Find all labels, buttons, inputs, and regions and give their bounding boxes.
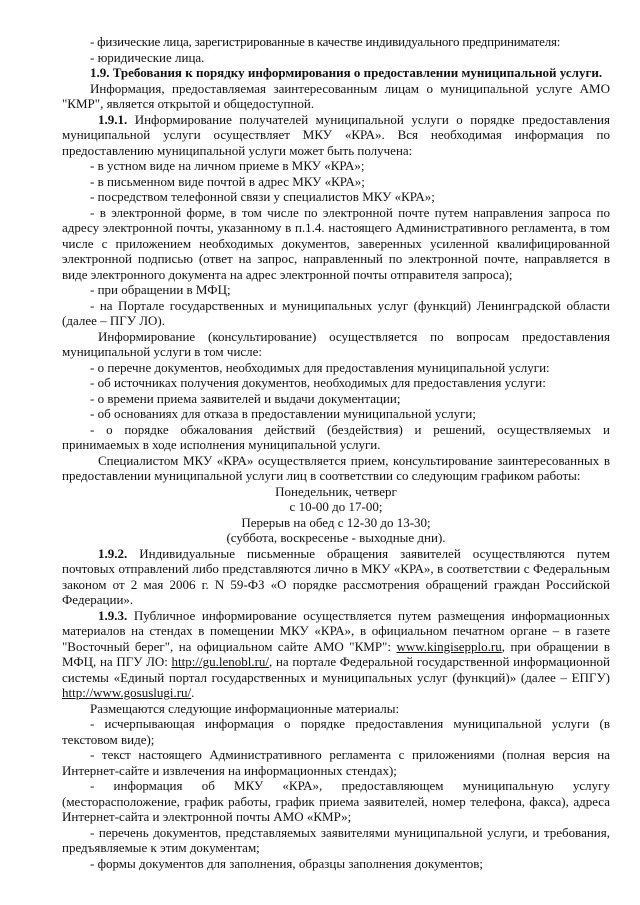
list-item: - о перечне документов, необходимых для предоставления муниципальной услуги: (90, 359, 550, 375)
list-item: - в письменном виде почтой в адрес МКУ «КРА»; (90, 173, 365, 189)
clause-text: , на портале Федеральной государственной информационной системы «Единый портал государственных и муниципальных услуг (функций)» (далее – ЕПГУ) (62, 654, 610, 685)
list-item: - исчерпывающая информация о порядке предоставления муниципальной услуги (в текстовом виде); (62, 716, 610, 747)
paragraph: Размещаются следующие информационные материалы: (90, 700, 400, 716)
schedule-line: Перерыв на обед с 12-30 до 13-30; (241, 514, 431, 530)
list-item: - о порядке обжалования действий (бездействия) и решений, осуществляемых и принимаемых в ходе исполнения муниципальной услуги. (62, 421, 610, 452)
list-item: - посредством телефонной связи у специалистов МКУ «КРА»; (90, 189, 435, 204)
schedule-line: с 10-00 до 17-00; (289, 499, 383, 514)
paragraph: Специалистом МКУ «КРА» осуществляется прием, консультирование заинтересованных в предоставлении муниципальной услуги лиц в соответствии со следующим графиком работы: (62, 452, 610, 483)
list-item: - в электронной форме, в том числе по электронной почте путем направления запроса по адресу электронной почты, указанному в п.1.4. настоящего Административного регламента, в том числе с приложением необходимых документов, заверенных усиленной квалифицированной электронной подписью (ответ на запрос, направленный по электронной почте, направляется в виде электронного документа на адрес электронной почты отправителя запроса); (62, 204, 610, 282)
link-kingisepplo[interactable]: www.kingisepplo.ru (396, 638, 502, 654)
link-gosuslugi[interactable]: http://www.gosuslugi.ru/ (62, 685, 192, 700)
list-item: - текст настоящего Административного регламента с приложениями (полная версия на Интернет-сайте и извлечения на информационных стендах); (62, 747, 610, 778)
paragraph (62, 608, 610, 701)
section-heading: 1.9. Требования к порядку информирования о предоставлении муниципальной услуги. (90, 65, 603, 80)
schedule-line: (суббота, воскресенье - выходные дни). (226, 530, 446, 545)
paragraph: Информирование (консультирование) осуществляется по вопросам предоставления муниципальной услуги в том числе: (62, 328, 610, 359)
list-item: - формы документов для заполнения, образцы заполнения документов; (90, 855, 484, 871)
list-item: - на Портале государственных и муниципальных услуг (функций) Ленинградской области (далее – ПГУ ЛО). (62, 297, 610, 328)
document-page (62, 34, 610, 871)
list-item: - об основаниях для отказа в предоставлении муниципальной услуги; (90, 406, 477, 421)
schedule-line: Понедельник, четверг (275, 483, 397, 499)
text-line: - юридические лица. (90, 49, 205, 65)
clause-text: Информирование получателей муниципальной услуги о порядке предоставления муниципальной услуги осуществляет МКУ «КРА». Вся необходимая информация по предоставлению муниципальной услуги может быть получена: (62, 111, 610, 158)
list-item: - информация об МКУ «КРА», предоставляющем муниципальную услугу (месторасположение, график работы, график приема заявителей, номер телефона, факса), адреса Интернет-сайта и электронной почты АМО «КМР»; (62, 778, 610, 824)
clause-number: 1.9.1. (98, 111, 128, 127)
clause-number: 1.9.3. (98, 607, 128, 623)
list-item: - в устном виде на личном приеме в МКУ «КРА»; (90, 158, 365, 173)
clause-number: 1.9.2. (98, 545, 128, 561)
paragraph: Информация, предоставляемая заинтересованным лицам о муниципальной услуге АМО "КМР", является открытой и общедоступной. (62, 80, 610, 111)
list-item: - перечень документов, представляемых заявителями муниципальной услуги, и требования, предъявляемые к этим документам; (62, 824, 610, 855)
clause-text: . (191, 685, 195, 700)
link-gu-lenobl[interactable]: http://gu.lenobl.ru/ (171, 654, 270, 669)
clause-text: Публичное информирование осуществляется путем размещения информационных материалов на стендах в помещении МКУ «КРА», в официальном печатном органе – в газете "Восточный берег", на официальном сайте АМО "КМР": (62, 607, 610, 654)
list-item: - об источниках получения документов, необходимых для предоставления услуги: (90, 375, 546, 390)
clause-text: , при обращении в МФЦ, на ПГУ ЛО: (62, 638, 610, 669)
clause-text: Индивидуальные письменные обращения заявителей осуществляются путем почтовых отправлений либо представляются лично в МКУ «КРА», в соответствии с Федеральным законом от 2 мая 2006 г. N 59-ФЗ «О порядке рассмотрения обращений граждан Российской Федерации». (62, 545, 610, 607)
paragraph (62, 546, 610, 608)
paragraph (62, 112, 610, 159)
text-line: - физические лица, зарегистрированные в качестве индивидуального предпринимателя: (90, 34, 561, 49)
list-item: - при обращении в МФЦ; (90, 282, 231, 297)
list-item: - о времени приема заявителей и выдачи документации; (90, 390, 401, 406)
